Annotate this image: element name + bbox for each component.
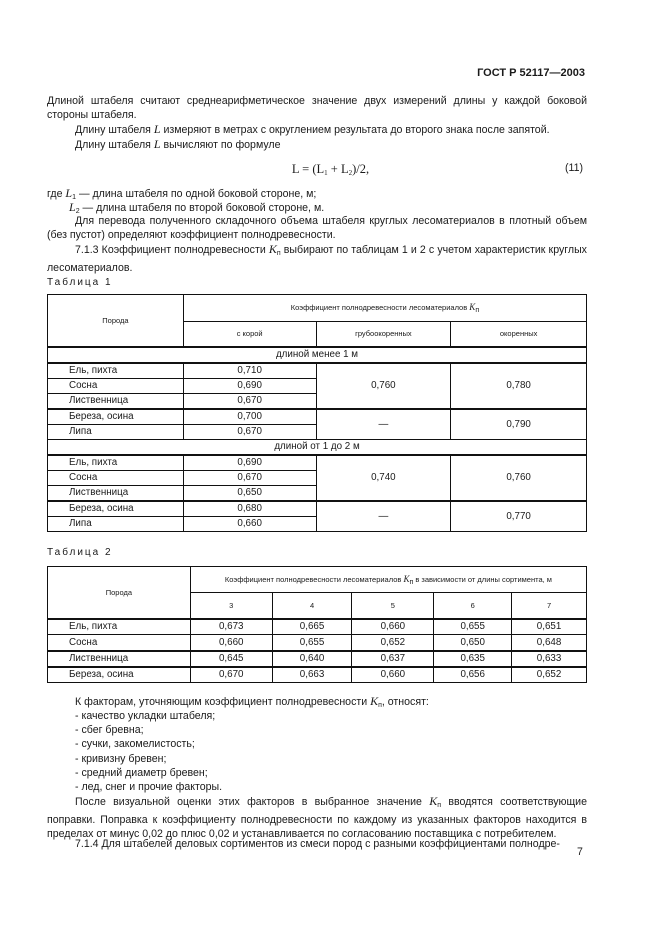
paragraph-length-formula-intro: Длину штабеля L вычисляют по формуле (75, 137, 281, 151)
paragraph-7-1-4: 7.1.4 Для штабелей деловых сортиментов из смеси пород с разными коэффициентами полнодре- (75, 838, 560, 850)
table2-species: Лиственница (48, 651, 191, 667)
factor-item: - кривизну бревен; (75, 753, 167, 765)
factor-item: - сучки, закомелистость; (75, 738, 195, 750)
table2-value: 0,673 (190, 619, 272, 635)
table1-value: 0,690 (183, 455, 316, 471)
page-number: 7 (577, 846, 583, 858)
table1-value: 0,790 (451, 409, 587, 440)
table2-value: 0,635 (434, 651, 512, 667)
paragraph-length-measure: Длину штабеля L измеряют в метрах с округлением результата до второго знака после запятой. (75, 122, 550, 136)
paragraph-corrections: После визуальной оценки этих факторов в выбранное значение $K_п$ вводятся соответствующие поправки. Поправка к коэффициенту полнодревесности по каждому из указанных факторов находится в пределах от минус 0,02 до плюс 0,02 и устанавливается по согласованию поставщика с потребителем. (47, 794, 587, 840)
table1-value: 0,710 (183, 363, 316, 379)
table1-value: 0,680 (183, 501, 316, 517)
table1-species: Сосна (48, 470, 184, 485)
table2-length-header: 6 (434, 593, 512, 619)
table1-species: Ель, пихта (48, 363, 184, 379)
table1-value: 0,690 (183, 378, 316, 393)
table2-group-header: Коэффициент полнодревесности лесоматериалов $K_п$ в зависимости от длины сортимента, м (190, 567, 586, 593)
table1-value: 0,770 (451, 501, 587, 532)
table2-caption: Таблица 2 (47, 547, 113, 558)
paragraph-conversion: Для перевода полученного складочного объема штабеля круглых лесоматериалов в плотный объем (без пустот) определяют коэффициент полнодревесности. (47, 215, 587, 241)
table1-subcol-bark: с корой (183, 322, 316, 347)
table2-value: 0,655 (434, 619, 512, 635)
table2-value: 0,665 (272, 619, 352, 635)
table2-length-header: 5 (352, 593, 434, 619)
table1-species: Ель, пихта (48, 455, 184, 471)
table2-value: 0,637 (352, 651, 434, 667)
table2-value: 0,660 (190, 635, 272, 651)
table1-value: 0,650 (183, 485, 316, 501)
table1-species-header: Порода (48, 295, 184, 347)
table1-value: 0,670 (183, 424, 316, 439)
table-row (48, 619, 587, 635)
table2-value: 0,660 (352, 619, 434, 635)
table2-species-header: Порода (48, 567, 191, 619)
table-row (48, 651, 587, 667)
table1-species: Липа (48, 424, 184, 439)
table-row (48, 635, 587, 651)
table1-group-label: длиной менее 1 м (48, 347, 587, 363)
document-code: ГОСТ Р 52117—2003 (477, 67, 585, 79)
paragraph-7-1-3: 7.1.3 Коэффициент полнодревесности $K_п$ выбирают по таблицам 1 и 2 с учетом характеристик круглых лесоматериалов. (47, 242, 587, 274)
table1-value: 0,670 (183, 470, 316, 485)
table1-value: — (316, 501, 451, 532)
table2-value: 0,652 (352, 635, 434, 651)
table1-species: Лиственница (48, 393, 184, 409)
table1-group-label: длиной от 1 до 2 м (48, 439, 587, 455)
table2-value: 0,640 (272, 651, 352, 667)
table2-value: 0,633 (512, 651, 587, 667)
table2-species: Береза, осина (48, 667, 191, 683)
where-l2: $L_2$ — длина штабеля по второй боковой стороне, м. (69, 200, 325, 215)
table2-value: 0,656 (434, 667, 512, 683)
table2 (47, 566, 587, 683)
factors-intro: К факторам, уточняющим коэффициент полнодревесности $K_п$, относят: (75, 694, 429, 709)
factor-item: - средний диаметр бревен; (75, 767, 208, 779)
table2-value: 0,652 (512, 667, 587, 683)
table1-species: Береза, осина (48, 501, 184, 517)
table-row (48, 667, 587, 683)
table2-species: Ель, пихта (48, 619, 191, 635)
table2-length-header: 7 (512, 593, 587, 619)
table1-value: 0,780 (451, 363, 587, 409)
table1-species: Сосна (48, 378, 184, 393)
table1-subcol-debarked: окоренных (451, 322, 587, 347)
table1-group-header: Коэффициент полнодревесности лесоматериалов $K_п$ (183, 295, 586, 322)
factor-item: - качество укладки штабеля; (75, 710, 216, 722)
table2-value: 0,648 (512, 635, 587, 651)
table1-value: 0,700 (183, 409, 316, 425)
table2-value: 0,660 (352, 667, 434, 683)
table2-value: 0,651 (512, 619, 587, 635)
table2-length-header: 3 (190, 593, 272, 619)
table1-value: 0,760 (316, 363, 451, 409)
table2-value: 0,650 (434, 635, 512, 651)
table1 (47, 294, 587, 532)
table1-value: 0,670 (183, 393, 316, 409)
table1-value: — (316, 409, 451, 440)
paragraph-length-definition: Длиной штабеля считают среднеарифметическое значение двух измерений длины у каждой боковой стороны штабеля. (47, 95, 587, 121)
table1-species: Лиственница (48, 485, 184, 501)
table2-value: 0,645 (190, 651, 272, 667)
table1-species: Береза, осина (48, 409, 184, 425)
table1-value: 0,740 (316, 455, 451, 501)
table2-species: Сосна (48, 635, 191, 651)
table1-subcol-rough: грубоокоренных (316, 322, 451, 347)
formula-number: (11) (565, 162, 584, 174)
formula-11: $L = (L_1 + L_2)/2$, (291, 162, 370, 177)
where-l1: где $L_1$ — длина штабеля по одной боковой стороне, м; (47, 186, 317, 201)
table2-value: 0,655 (272, 635, 352, 651)
table1-caption: Таблица 1 (47, 277, 113, 288)
table1-value: 0,760 (451, 455, 587, 501)
table1-value: 0,660 (183, 516, 316, 531)
factor-item: - лед, снег и прочие факторы. (75, 781, 223, 793)
table2-value: 0,663 (272, 667, 352, 683)
table2-value: 0,670 (190, 667, 272, 683)
factor-item: - сбег бревна; (75, 724, 144, 736)
table2-length-header: 4 (272, 593, 352, 619)
table1-species: Липа (48, 516, 184, 531)
